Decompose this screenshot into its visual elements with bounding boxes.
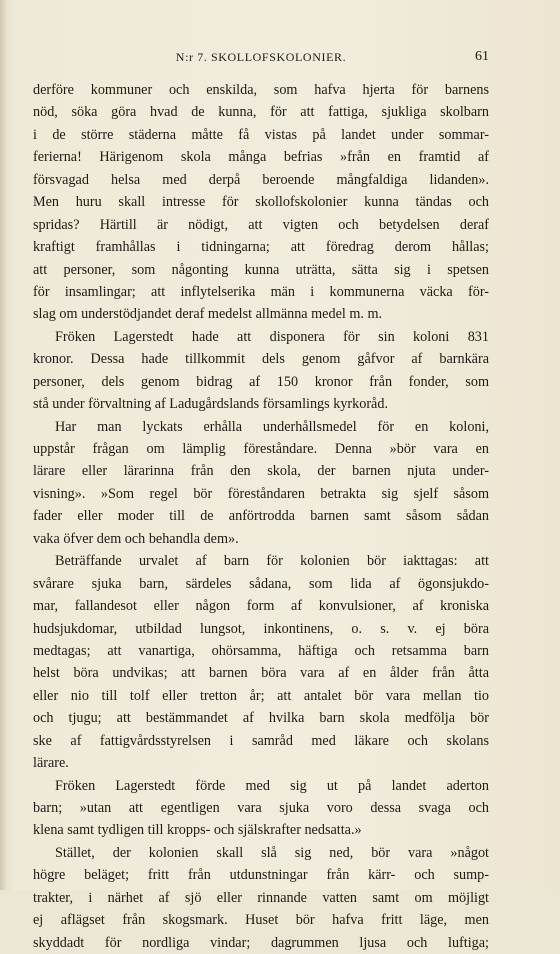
text-line: mar, fallandesot eller någon form af konvulsioner, af kroniska — [33, 598, 489, 615]
page-gutter — [0, 0, 6, 890]
text-line: högre beläget; fritt från utdunstningar från kärr- och sump- — [33, 867, 489, 884]
text-line: ske af fattigvårdsstyrelsen i samråd med läkare och skolans — [33, 732, 489, 749]
text-line: Har man lyckats erhålla underhållsmedel för en koloni, — [55, 418, 489, 435]
text-line: kraftigt framhållas i tidningarna; att föredrag derom hållas; — [33, 239, 489, 256]
text-line: hudsjukdomar, utbildad lungsot, inkontinens, o. s. v. ej böra — [33, 620, 489, 637]
text-line: skyddadt för nordliga vindar; dagrummen ljusa och luftiga; — [33, 934, 489, 951]
text-line: slag om understödjandet deraf medelst allmänna medel m. m. — [33, 306, 383, 323]
text-line: att personer, som någonting kunna uträtta, sätta sig i spetsen — [33, 261, 489, 278]
text-line: i de större städerna måtte få vistas på landet under sommar- — [33, 126, 489, 143]
text-line: och tjugu; att bestämmandet af hvilka barn skola medfölja bör — [33, 710, 489, 727]
text-line: Fröken Lagerstedt hade att disponera för sin koloni 831 — [55, 328, 489, 345]
text-line: stå under förvaltning af Ladugårdslands församlings kyrkoråd. — [33, 396, 388, 413]
text-line: ej aflägset från skogsmark. Huset bör hafva fritt läge, men — [33, 912, 489, 929]
text-line: visning». »Som regel bör föreståndaren betrakta sig sjelf såsom — [33, 485, 489, 502]
text-line: kronor. Dessa hade tillkommit dels genom gåfvor af barnkära — [33, 351, 489, 368]
text-line: medtagas; att vanartiga, ohörsamma, häftiga och retsamma barn — [33, 642, 489, 659]
text-line: för insamlingar; att inflytelserika män i kommunerna väcka för- — [33, 283, 489, 300]
text-line: försvagad helsa med derpå beroende mångfaldiga lidanden». — [33, 171, 489, 188]
text-line: eller nio till tolf eller tretton år; att antalet bör vara mellan tio — [33, 687, 489, 704]
text-line: trakter, i närhet af sjö eller rinnande vatten samt om möjligt — [33, 889, 489, 906]
text-line: lärare. — [33, 755, 69, 772]
page-number: 61 — [475, 49, 489, 64]
text-line: Men huru skall intresse för skollofskolonier kunna tändas och — [33, 194, 489, 211]
text-line: Beträffande urvalet af barn för kolonien bör iakttagas: att — [55, 553, 489, 570]
text-line: spridas? Härtill är nödigt, att vigten och betydelsen deraf — [33, 216, 489, 233]
text-line: personer, dels genom bidrag af 150 kronor från fonder, som — [33, 373, 489, 390]
text-line: helst böra undvikas; att barnen böra vara af en ålder från åtta — [33, 665, 489, 682]
text-line: Stället, der kolonien skall slå sig ned, bör vara »något — [55, 844, 489, 861]
text-line: svårare sjuka barn, särdeles sådana, som lida af ögonsjukdo- — [33, 575, 489, 592]
text-line: lärare eller lärarinna från den skola, der barnen njuta under- — [33, 463, 489, 480]
text-line: ferierna! Härigenom skola många befrias »från en framtid af — [33, 149, 489, 166]
text-line: derföre kommuner och enskilda, som hafva hjerta för barnens — [33, 82, 489, 98]
text-line: klena samt tydligen till kropps- och själskrafter nedsatta.» — [33, 822, 362, 839]
text-line: fader eller moder till de anförtrodda barnen samt såsom sådan — [33, 508, 489, 525]
running-title: N:r 7. SKOLLOFSKOLONIER. — [175, 50, 347, 64]
page-header — [33, 50, 489, 68]
text-line: vaka öfver dem och behandla dem». — [33, 530, 239, 547]
text-line: barn; »utan att egentligen vara sjuka voro dessa svaga och — [33, 800, 489, 816]
body-text — [33, 79, 489, 954]
text-line: Fröken Lagerstedt förde med sig ut på landet aderton — [55, 777, 489, 794]
text-line: nöd, söka göra hvad de kunna, för att fattiga, sjukliga skolbarn — [33, 104, 489, 121]
text-line: uppstår frågan om lämplig föreståndare. Denna »bör vara en — [33, 441, 489, 457]
